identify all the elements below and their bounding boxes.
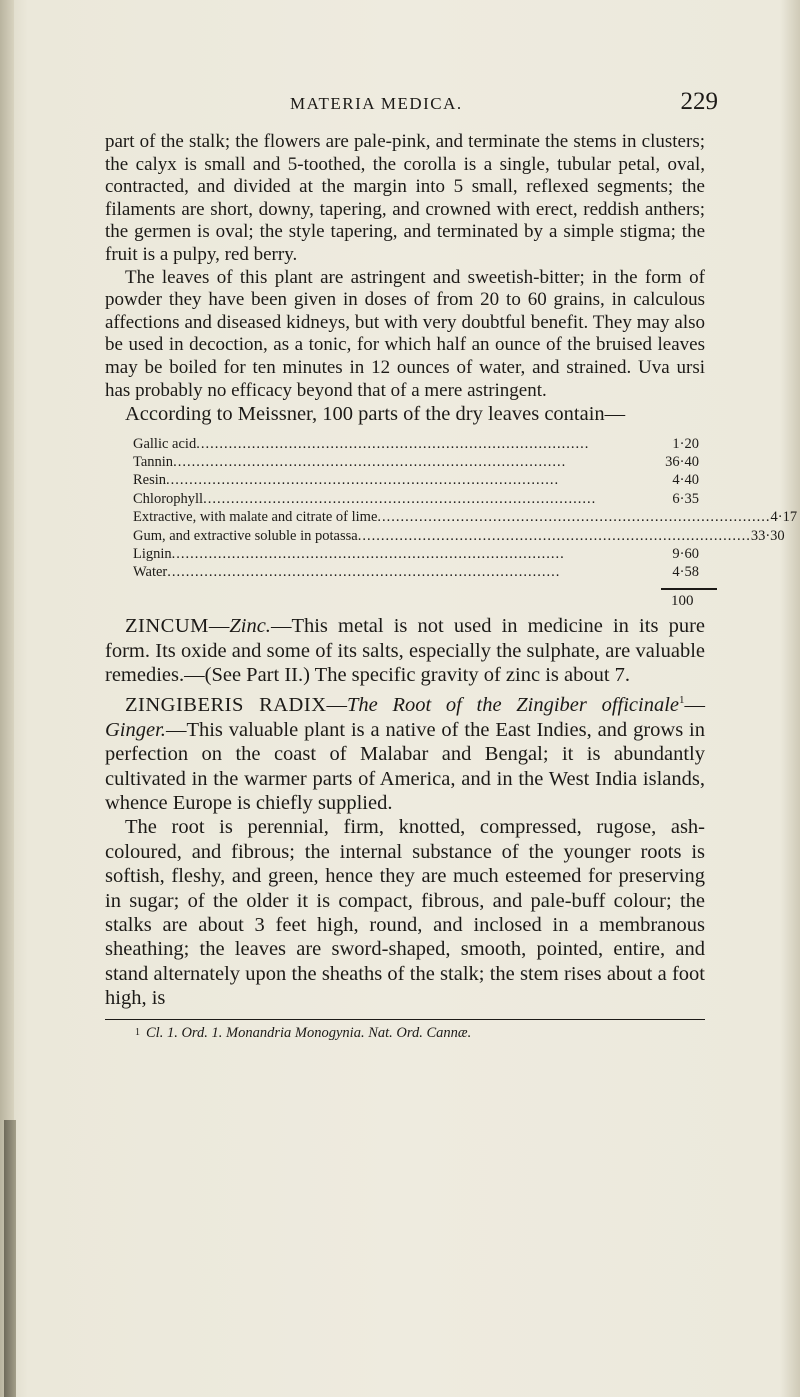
row-name: Gallic acid xyxy=(133,435,197,452)
row-name: Water xyxy=(133,564,168,581)
zingiberis-italic-name: Ginger. xyxy=(105,718,166,741)
row-name: Tannin xyxy=(133,453,174,470)
page-header xyxy=(0,88,800,124)
paragraph-zincum: ZINCUM—Zinc.—This metal is not used in medicine in its pure form. Its oxide and some of its salts, especially the sulphate, are valuable remedies.—(See Part II.) The specific gravity of zinc is about 7. xyxy=(105,615,705,686)
table-row xyxy=(133,563,699,581)
paragraph-uva-ursi-description: part of the stalk; the flowers are pale-pink, and terminate the stems in clusters; the calyx is small and 5-toothed, the corolla is a single, tubular petal, oval, contracted, and divided at the margin into 5 small, reflexed segments; the filaments are short, downy, tapering, and crowned with erect, reddish anthers; the germen is oval; the style tapering, and terminated by a simple stigma; the fruit is a pulpy, red berry. xyxy=(105,131,705,265)
footnote-text: Cl. 1. Ord. 1. Monandria Monogynia. Nat. Ord. Cannæ. xyxy=(146,1024,472,1041)
table-total: 100 xyxy=(671,592,694,609)
composition-table xyxy=(133,435,798,611)
dot-leader: ..................................................................................... xyxy=(377,509,771,526)
dot-leader: ..................................................................................... xyxy=(357,527,751,544)
zincum-text: This metal is not used in medicine in its pure form. Its oxide and some of its salts, especially the sulphate, are valuable remedies.—(See Part II.) The specific gravity of zinc is about 7. xyxy=(105,615,705,686)
paragraph-zingiberis: ZINGIBERIS RADIX—The Root of the Zingiber officinale$^1$—Ginger.—This valuable plant is a native of the East Indies, and grows in perfection on the coast of Malabar and Bengal; it is abundantly cultivated in the warmer parts of America, and in the West India islands, whence Europe is chiefly supplied. xyxy=(105,694,705,815)
row-value: 6·35 xyxy=(672,490,699,507)
table-row xyxy=(133,508,798,526)
table-row xyxy=(133,471,699,489)
table-row xyxy=(133,453,699,471)
row-value: 4·58 xyxy=(672,564,699,581)
dot-leader: ..................................................................................... xyxy=(203,490,597,507)
footnote-mark: 1 xyxy=(135,1026,140,1038)
zincum-italic: Zinc. xyxy=(229,615,271,638)
page-number: 229 xyxy=(680,88,718,115)
row-value: 4·40 xyxy=(672,472,699,489)
row-name: Resin xyxy=(133,472,167,489)
footnote-reference: 1 xyxy=(679,694,685,707)
page-body xyxy=(105,131,798,1042)
paragraph-uva-ursi-uses: The leaves of this plant are astringent and sweetish-bitter; in the form of powder they have been given in doses of from 20 to 60 grains, in calculous affections and diseased kidneys, but with very doubtful benefit. They may also be used in decoction, as a tonic, for which half an ounce of the bruised leaves may be boiled for ten minutes in 12 ounces of water, and strained. Uva ursi has probably no efficacy beyond that of a mere astringent. xyxy=(105,266,705,401)
paragraph-meissner-intro: According to Meissner, 100 parts of the dry leaves contain— xyxy=(125,403,626,426)
footnote xyxy=(105,1024,705,1042)
total-rule xyxy=(661,588,717,590)
table-row xyxy=(133,490,699,508)
table-row xyxy=(133,545,699,563)
paragraph-ginger-root: The root is perennial, firm, knotted, compressed, rugose, ash-coloured, and fibrous; the internal substance of the younger roots is softish, fleshy, and green, hence they are much esteemed for preserving in sugar; of the older it is compact, fibrous, and pale-buff colour; the stalks are about 3 feet high, round, and inclosed in a membranous sheathing; the leaves are sword-shaped, smooth, pointed, entire, and stand alternately upon the sheaths of the stalk; the stem rises about a foot high, is xyxy=(105,816,705,1010)
dot-leader: ..................................................................................... xyxy=(196,435,590,452)
row-name: Gum, and extractive soluble in potassa xyxy=(133,527,358,544)
zingiberis-italic-title: The Root of the Zingiber officinale xyxy=(347,694,679,717)
row-value: 1·20 xyxy=(672,435,699,452)
table-row xyxy=(133,527,785,545)
row-name: Extractive, with malate and citrate of lime xyxy=(133,509,378,526)
row-value: 36·40 xyxy=(665,453,699,470)
dot-leader: ..................................................................................... xyxy=(166,472,560,489)
dot-leader: ..................................................................................... xyxy=(167,564,561,581)
row-value: 4·17 xyxy=(770,509,798,526)
row-name: Chlorophyll xyxy=(133,490,204,507)
row-value: 9·60 xyxy=(672,545,699,562)
dot-leader: ..................................................................................... xyxy=(173,453,567,470)
zincum-heading: ZINCUM xyxy=(125,615,209,638)
table-row xyxy=(133,435,699,453)
row-name: Lignin xyxy=(133,545,172,562)
zingiberis-text: This valuable plant is a native of the East Indies, and grows in perfection on the coast of Malabar and Bengal; it is abundantly cultivated in the warmer parts of America, and in the West India islands, whence Europe is chiefly supplied. xyxy=(105,718,705,815)
dot-leader: ..................................................................................... xyxy=(171,545,565,562)
zingiberis-heading: ZINGIBERIS RADIX xyxy=(125,694,327,717)
row-value: 33·30 xyxy=(750,527,785,544)
footnote-rule xyxy=(105,1019,705,1020)
page-binding-shadow xyxy=(4,1120,16,1397)
running-title: MATERIA MEDICA. xyxy=(290,94,463,113)
